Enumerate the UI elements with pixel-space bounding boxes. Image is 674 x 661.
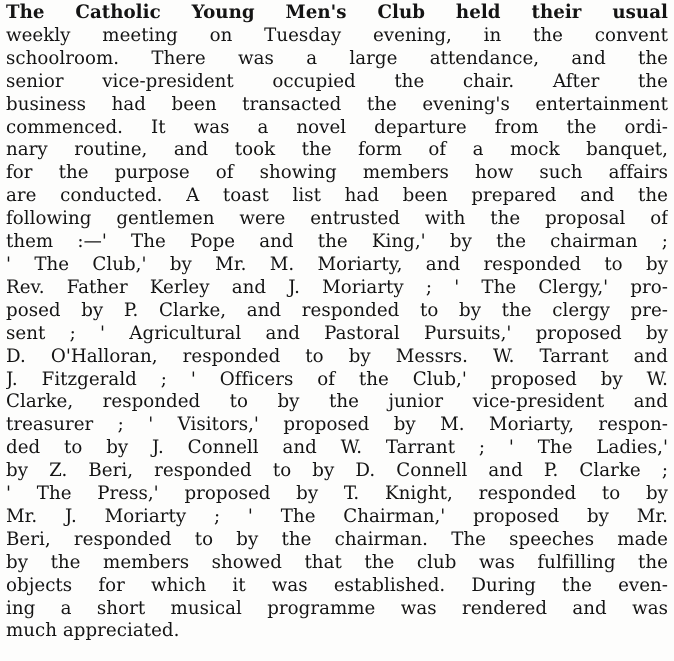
- article-line: The Catholic Young Men's Club held their usual: [6, 2, 668, 23]
- article-line: business had been transacted the evening's entertainment: [6, 93, 668, 115]
- article-line: commenced. It was a novel departure from the ordi-: [6, 116, 668, 138]
- article-line: posed by P. Clarke, and responded to by the clergy pre-: [6, 299, 668, 321]
- article-line: much appreciated.: [6, 620, 180, 642]
- article-line: weekly meeting on Tuesday evening, in the convent: [6, 24, 668, 46]
- article-line: Mr. J. Moriarty ; ' The Chairman,' proposed by Mr.: [6, 505, 668, 527]
- article-line: for the purpose of showing members how such affairs: [6, 162, 668, 184]
- article-line: Beri, responded to by the chairman. The speeches made: [6, 528, 668, 550]
- article-line: by Z. Beri, responded to by D. Connell and P. Clarke ;: [6, 460, 668, 482]
- article-line: ' The Press,' proposed by T. Knight, responded to by: [6, 483, 668, 505]
- article-line: D. O'Halloran, responded to by Messrs. W. Tarrant and: [6, 345, 668, 367]
- article-line: objects for which it was established. During the even-: [6, 574, 668, 596]
- article-line: ing a short musical programme was rendered and was: [6, 597, 668, 619]
- article-line: J. Fitzgerald ; ' Officers of the Club,' proposed by W.: [6, 368, 668, 390]
- article-line: them :—' The Pope and the King,' by the chairman ;: [6, 231, 668, 253]
- article-line: ded to by J. Connell and W. Tarrant ; ' The Ladies,': [6, 437, 668, 459]
- article-line: are conducted. A toast list had been prepared and the: [6, 185, 668, 207]
- article-line: treasurer ; ' Visitors,' proposed by M. Moriarty, respon-: [6, 414, 668, 436]
- article-line: senior vice-president occupied the chair. After the: [6, 70, 668, 92]
- article-line: following gentlemen were entrusted with the proposal of: [6, 208, 668, 230]
- article-line: Rev. Father Kerley and J. Moriarty ; ' The Clergy,' pro-: [6, 276, 668, 298]
- article-line: ' The Club,' by Mr. M. Moriarty, and responded to by: [6, 253, 668, 275]
- article-body: [6, 2, 668, 643]
- article-line: schoolroom. There was a large attendance, and the: [6, 47, 668, 69]
- article-line: Clarke, responded to by the junior vice-president and: [6, 391, 668, 413]
- article-line: by the members showed that the club was fulfilling the: [6, 551, 668, 573]
- article-line: nary routine, and took the form of a mock banquet,: [6, 139, 668, 161]
- article-line: sent ; ' Agricultural and Pastoral Pursuits,' proposed by: [6, 322, 668, 344]
